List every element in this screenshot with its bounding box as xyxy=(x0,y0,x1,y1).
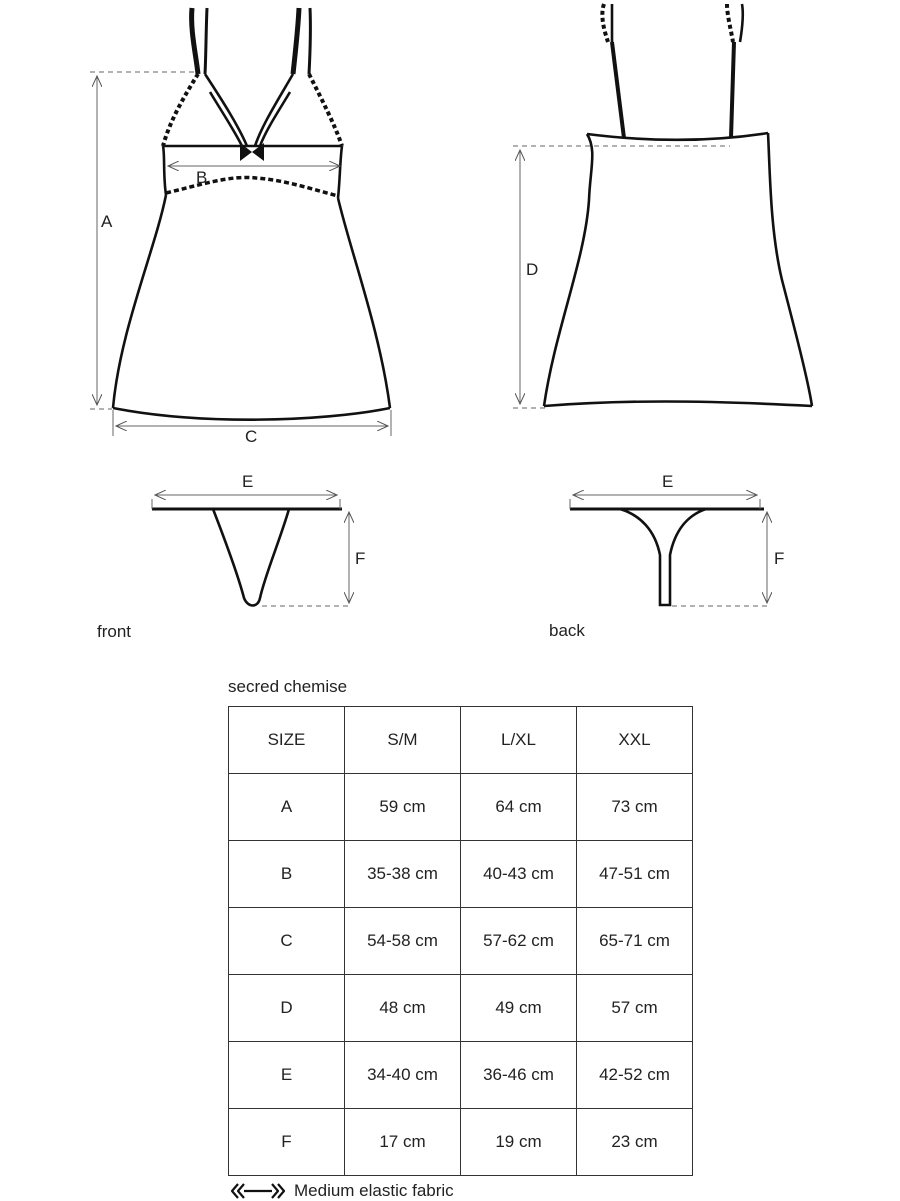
table-cell: 54-58 cm xyxy=(345,908,461,975)
table-cell: 36-46 cm xyxy=(461,1042,577,1109)
back-measure-lines xyxy=(513,146,730,408)
header-cell: S/M xyxy=(345,707,461,774)
table-row xyxy=(229,841,693,908)
table-cell: 19 cm xyxy=(461,1109,577,1176)
table-title: secred chemise xyxy=(228,677,348,696)
label-b: B xyxy=(196,168,208,187)
table-cell: 40-43 cm xyxy=(461,841,577,908)
table-cell: 64 cm xyxy=(461,774,577,841)
table-cell: D xyxy=(229,975,345,1042)
caption-back: back xyxy=(549,621,585,640)
table-cell: 57 cm xyxy=(577,975,693,1042)
table-cell: 57-62 cm xyxy=(461,908,577,975)
table-cell: 73 cm xyxy=(577,774,693,841)
table-header-row xyxy=(229,707,693,774)
legend-label: Medium elastic fabric xyxy=(294,1181,454,1200)
header-cell: SIZE xyxy=(229,707,345,774)
table-cell: 42-52 cm xyxy=(577,1042,693,1109)
table-cell: 49 cm xyxy=(461,975,577,1042)
label-a: A xyxy=(101,212,113,231)
table-row xyxy=(229,1042,693,1109)
front-chemise-drawing xyxy=(113,8,390,420)
table-cell: 17 cm xyxy=(345,1109,461,1176)
front-thong-drawing xyxy=(152,509,342,606)
label-f-back: F xyxy=(774,549,785,568)
table-cell: C xyxy=(229,908,345,975)
caption-front: front xyxy=(97,622,132,641)
fabric-legend xyxy=(230,1181,454,1201)
table-cell: B xyxy=(229,841,345,908)
table-cell: 65-71 cm xyxy=(577,908,693,975)
header-cell: XXL xyxy=(577,707,693,774)
label-e-front: E xyxy=(242,472,254,491)
table-cell: 34-40 cm xyxy=(345,1042,461,1109)
elastic-arrows-icon xyxy=(230,1182,286,1200)
label-c: C xyxy=(245,427,258,446)
size-table xyxy=(228,706,693,1176)
table-cell: E xyxy=(229,1042,345,1109)
label-f-front: F xyxy=(355,549,366,568)
back-chemise-drawing xyxy=(544,4,812,406)
table-row xyxy=(229,908,693,975)
table-row xyxy=(229,774,693,841)
table-row xyxy=(229,975,693,1042)
table-cell: A xyxy=(229,774,345,841)
back-thong-drawing xyxy=(570,509,764,605)
label-e-back: E xyxy=(662,472,674,491)
table-cell: 59 cm xyxy=(345,774,461,841)
table-cell: F xyxy=(229,1109,345,1176)
table-row xyxy=(229,1109,693,1176)
table-cell: 47-51 cm xyxy=(577,841,693,908)
table-cell: 23 cm xyxy=(577,1109,693,1176)
front-measure-lines xyxy=(90,72,391,436)
header-cell: L/XL xyxy=(461,707,577,774)
table-cell: 35-38 cm xyxy=(345,841,461,908)
front-thong-measures xyxy=(152,495,350,606)
label-d: D xyxy=(526,260,539,279)
table-cell: 48 cm xyxy=(345,975,461,1042)
